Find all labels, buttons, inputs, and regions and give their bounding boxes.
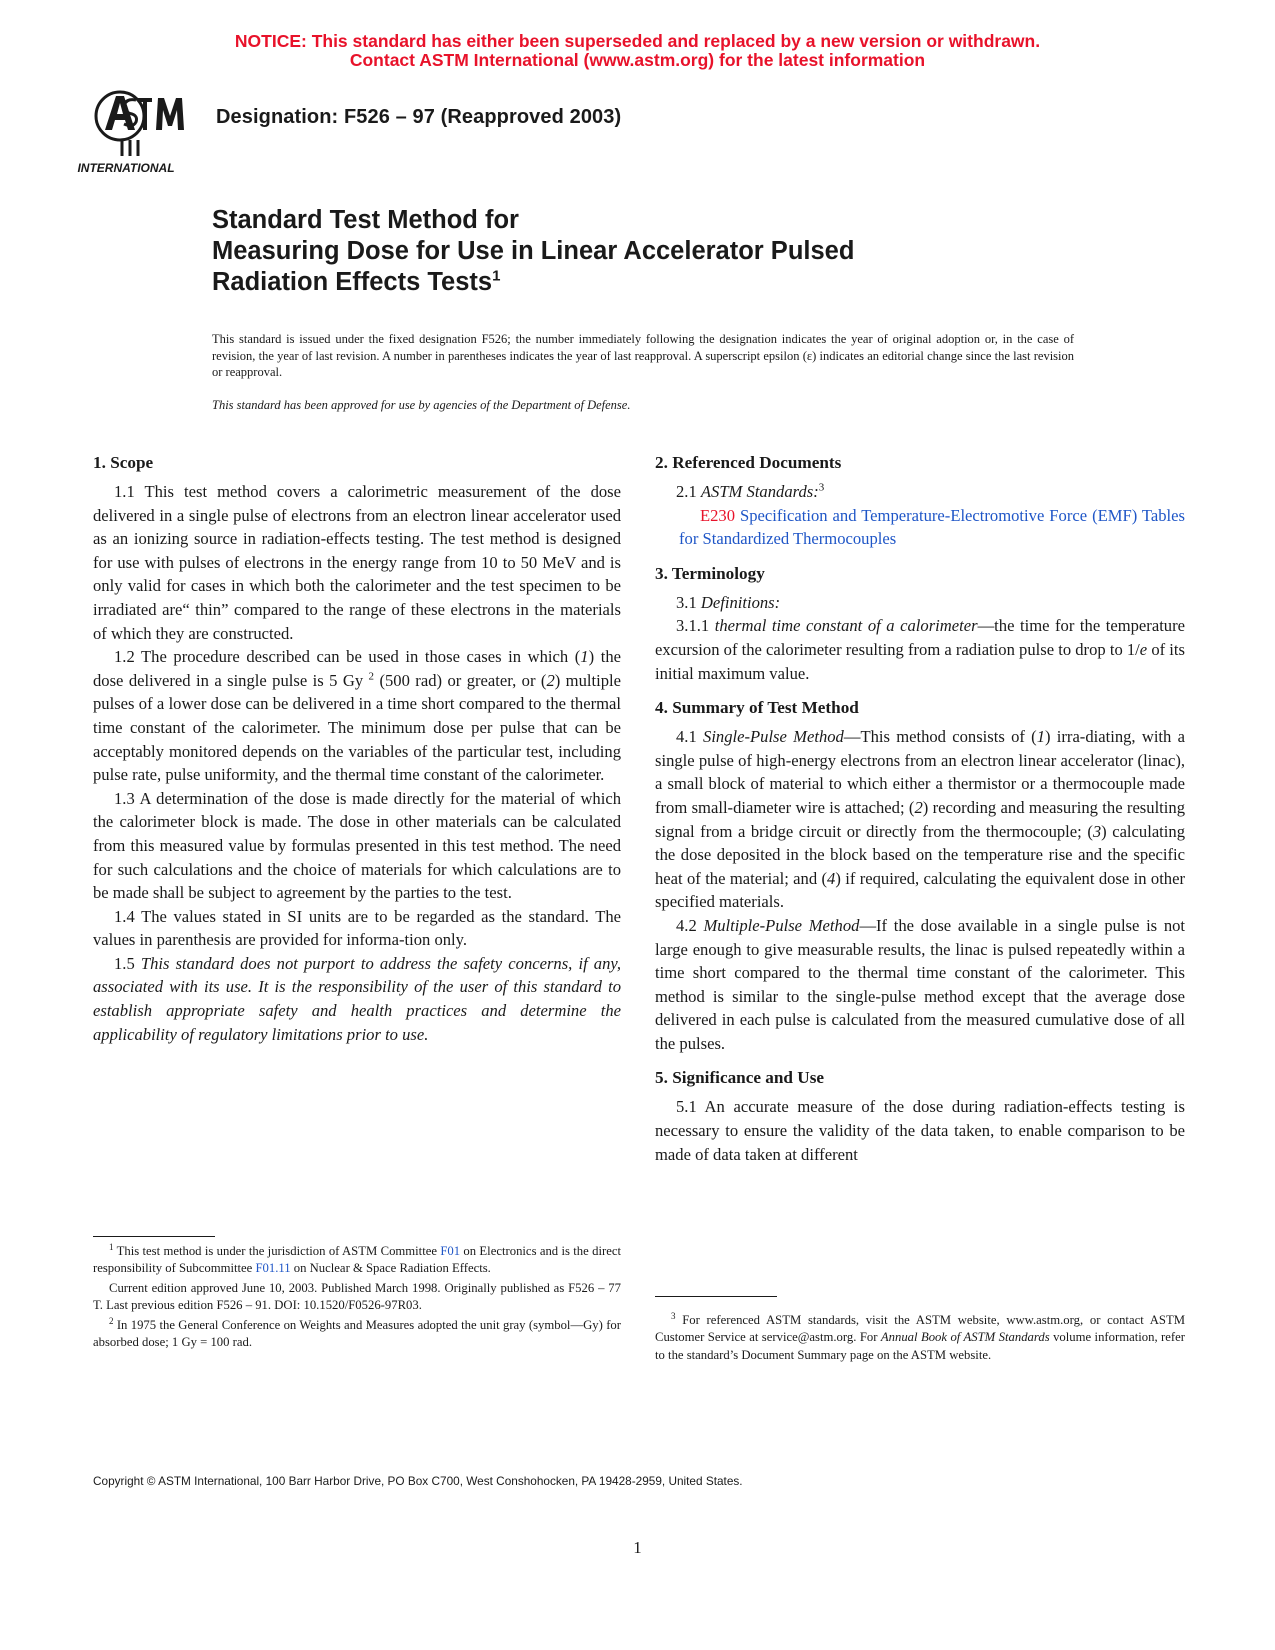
issued-note: This standard is issued under the fixed designation F526; the number immediately following the designation indicates the year of original adoption or, in the case of revision, the year of last revision. A number in parentheses indicates the year of last reapproval. A superscript epsilon (ε) indicates an editorial change since the last revision or reapproval. [212, 332, 1074, 379]
section-heading-scope: 1. Scope [93, 453, 154, 472]
committee-f01-link[interactable]: F01 [440, 1244, 461, 1258]
approved-note: This standard has been approved for use by agencies of the Department of Defense. [212, 398, 631, 412]
paragraph-1-1: 1.1 This test method covers a calorimetric measurement of the dose delivered in a single pulse of electrons from an electron linear accelerator used as an ionizing source in radiation-effects testing. The test method is designed for use with pulses of electrons in the energy range from 10 to 50 MeV and is only valid for cases in which both the calorimeter and the test specimen to be irradiated are“ thin” compared to the range of these electrons in the materials of which they are constructed. [93, 482, 621, 643]
section-heading-terminology: 3. Terminology [655, 563, 765, 583]
footnotes-left [93, 1243, 621, 1353]
reference-e230-code[interactable]: E230 [700, 505, 736, 525]
paragraph-1-5: 1.5 This standard does not purport to address the safety concerns, if any, associated with its use. It is the responsibility of the user of this standard to establish appropriate safety and health practices and determine the applicability of regulatory limitations prior to use. [93, 953, 622, 1044]
section-heading-significance: 5. Significance and Use [655, 1068, 825, 1088]
astm-logo-icon [72, 86, 202, 186]
section-heading-summary: 4. Summary of Test Method [655, 698, 859, 718]
paragraph-1-2: 1.2 The procedure described can be used in those cases in which (1) the dose delivered in a single pulse is 5 Gy $^2$ (500 rad) or greater, or (2) multiple pulses of a lower dose can be delivered in a time short compared to the thermal time constant of the calorimeter. The minimum dose per pulse that can be acceptably monitored depends on the variables of the particular test, including pulse rate, pulse uniformity, and the thermal time constant of the calorimeter. [93, 647, 621, 785]
reference-e230-title[interactable]: Specification and Temperature-Electromotive Force (EMF) Tables for Standardized Thermocouples [679, 505, 1185, 549]
page-number: 1 [633, 1538, 642, 1557]
section-heading-referenced-documents: 2. Referenced Documents [655, 453, 842, 472]
footnote-1: $^1$ This test method is under the jurisdiction of ASTM Committee F01 on Electronics and is the direct responsibility of Subcommittee F01.11 on Nuclear & Space Radiation Effects. [93, 1241, 621, 1276]
title-line-2: Measuring Dose for Use in Linear Accelerator Pulsed [212, 237, 855, 265]
withdrawal-notice [0, 32, 1275, 70]
logo-wordmark: INTERNATIONAL [77, 161, 175, 175]
notice-line-2: Contact ASTM International (www.astm.org) for the latest information [349, 50, 926, 70]
footnote-3: $^3$ For referenced ASTM standards, visit the ASTM website, www.astm.org, or contact ASTM Customer Service at service@astm.org. For Annual Book of ASTM Standards volume information, refer to the standard’s Document Summary page on the ASTM website. [655, 1310, 1185, 1362]
paragraph-2-1: 2.1 ASTM Standards:$^3$ [676, 481, 825, 501]
footnotes-right [655, 1312, 1185, 1366]
paragraph-3-1-1: 3.1.1 thermal time constant of a calorimeter—the time for the temperature excursion of the calorimeter resulting from a radiation pulse to drop to 1/e of its initial maximum value. [655, 616, 1185, 683]
document-title [212, 205, 854, 298]
paragraph-1-4: 1.4 The values stated in SI units are to be regarded as the standard. The values in parenthesis are provided for informa-tion only. [93, 906, 621, 950]
footnote-1-edition: Current edition approved June 10, 2003. Published March 1998. Originally published as F526 – 77 T. Last previous edition F526 – 91. DOI: 10.1520/F0526-97R03. [93, 1280, 621, 1313]
subcommittee-f01-11-link[interactable]: F01.11 [255, 1261, 291, 1276]
title-footnote-marker: 1 [492, 267, 501, 285]
footnote-2: $^2$ In 1975 the General Conference on Weights and Measures adopted the unit gray (symbol—Gy) for absorbed dose; 1 Gy = 100 rad. [93, 1315, 621, 1350]
paragraph-4-1: 4.1 Single-Pulse Method—This method consists of (1) irra-diating, with a single pulse of high-energy electrons from an electron linear accelerator (linac), a small block of material to which either a thermistor or a thermocouple made from small-diameter wire is attached; (2) recording and measuring the resulting signal from a bridge circuit or directly from the thermocouple; (3) calculating the dose deposited in the block based on the temperature rise and the specific heat of the material; and (4) if required, calculating the equivalent dose in other specified materials. [655, 727, 1185, 912]
paragraph-1-3: 1.3 A determination of the dose is made directly for the material of which the calorimeter block is made. The dose in other materials can be calculated from this measured value by formulas presented in this test method. The need for such calculations and the choice of materials for which calculations are to be made shall be subject to agreement by the parties to the test. [93, 788, 621, 903]
left-column [93, 452, 621, 1046]
footnote-divider-right [655, 1296, 777, 1297]
copyright-line: Copyright © ASTM International, 100 Barr Harbor Drive, PO Box C700, West Conshohocken, PA 19428-2959, United States. [93, 1474, 743, 1488]
footnote-divider-left [93, 1236, 215, 1237]
paragraph-5-1: 5.1 An accurate measure of the dose during radiation-effects testing is necessary to ensure the validity of the data taken, to enable comparison to be made of data taken at different [655, 1097, 1185, 1164]
right-column [655, 452, 1185, 1166]
title-line-3: Radiation Effects Tests$^1$ [212, 267, 501, 296]
notice-line-1: NOTICE: This standard has either been superseded and replaced by a new version or withdrawn. [234, 31, 1041, 51]
paragraph-4-2: 4.2 Multiple-Pulse Method—If the dose available in a single pulse is not large enough to give measurable results, the linac is pulsed repeatedly within a time short compared to the thermal time constant of the calorimeter. This method is similar to the single-pulse method except that the average dose delivered in each pulse is calculated from the measured cumulative dose of all the pulses. [655, 915, 1186, 1053]
designation: Designation: F526 – 97 (Reapproved 2003) [216, 106, 622, 128]
title-line-1: Standard Test Method for [212, 206, 519, 234]
paragraph-3-1: 3.1 Definitions: [676, 592, 781, 612]
reference-e230[interactable] [655, 504, 1185, 551]
